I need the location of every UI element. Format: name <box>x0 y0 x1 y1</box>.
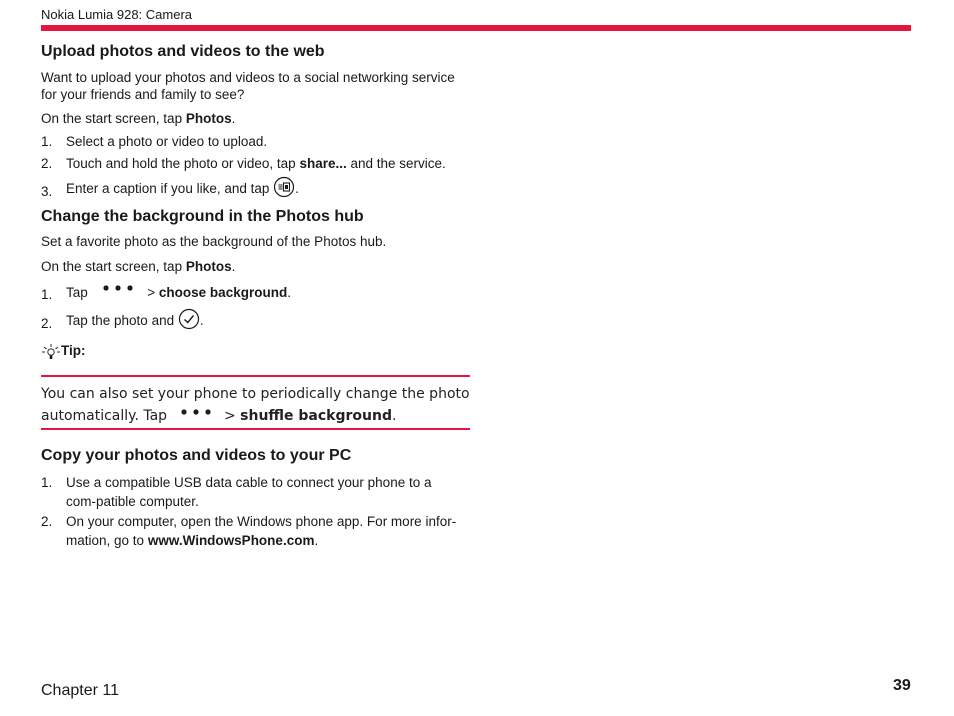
background-step1-post: . <box>287 285 291 300</box>
background-heading: Change the background in the Photos hub <box>41 208 364 225</box>
tip-post: . <box>391 408 397 424</box>
upload-step2-num: 2. <box>41 156 53 171</box>
tip-top-rule <box>41 375 470 377</box>
background-step2-post: . <box>199 313 204 329</box>
background-step2-text: Tap the photo and <box>66 313 178 329</box>
upload-step2-text: Touch and hold the photo or video, tap <box>66 156 300 171</box>
upload-intro: Want to upload your photos and videos to a social networking service for your friends and family to see? <box>41 70 455 102</box>
copy-step2 <box>66 512 461 550</box>
upload-start-bold: Photos <box>185 111 232 126</box>
upload-start-post: . <box>231 111 236 126</box>
tip-bottom-rule <box>41 428 470 430</box>
upload-step3-text: Enter a caption if you like, and tap <box>66 181 274 197</box>
background-step1 <box>66 283 471 302</box>
upload-step2 <box>66 154 471 173</box>
tip-label: Tip: <box>61 343 86 358</box>
background-step2 <box>66 308 471 335</box>
checkmark-icon <box>178 308 200 335</box>
upload-step2-bold: share... <box>299 156 347 171</box>
upload-step2-post: and the service. <box>346 156 446 171</box>
background-intro: Set a favorite photo as the background of the Photos hub. <box>41 234 387 249</box>
upload-step3 <box>66 176 471 203</box>
upload-start <box>41 110 471 127</box>
copy-step2-text: On your computer, open the Windows phone app. For more infor-mation, go to <box>66 514 457 548</box>
lightbulb-icon <box>41 343 61 364</box>
background-start <box>41 258 471 275</box>
background-step1-mid: > <box>143 285 159 300</box>
upload-step1-num: 1. <box>41 134 53 149</box>
upload-step3-num: 3. <box>41 184 53 199</box>
more-icon <box>174 405 218 427</box>
header-rule <box>41 25 911 31</box>
more-icon <box>96 283 140 302</box>
tip-label-row <box>41 343 86 364</box>
upload-step3-post: . <box>295 181 299 197</box>
copy-step1-num: 1. <box>41 475 53 490</box>
copy-step2-post: . <box>314 533 319 548</box>
background-start-text: On the start screen, tap <box>41 259 186 274</box>
tip-text-body: You can also set your phone to periodically change the photo automatically. Tap <box>41 386 470 424</box>
tip-bold: shuffle background <box>240 408 392 424</box>
send-icon <box>273 176 295 203</box>
background-start-post: . <box>231 259 236 274</box>
copy-step1-text: Use a compatible USB data cable to connect your phone to a com-patible computer. <box>66 475 432 509</box>
upload-step1-text: Select a photo or video to upload. <box>66 134 268 149</box>
background-step1-text: Tap <box>66 285 92 300</box>
tip-text <box>41 383 471 427</box>
page-number: 39 <box>893 677 911 694</box>
background-step2-num: 2. <box>41 316 53 331</box>
copy-heading: Copy your photos and videos to your PC <box>41 447 352 464</box>
windowsphone-link: www.WindowsPhone.com <box>147 533 315 548</box>
upload-start-text: On the start screen, tap <box>41 111 186 126</box>
copy-step2-num: 2. <box>41 514 53 529</box>
background-start-bold: Photos <box>185 259 232 274</box>
background-step1-num: 1. <box>41 287 53 302</box>
tip-mid: > <box>219 408 241 424</box>
background-step1-bold: choose background <box>158 285 288 300</box>
footer-chapter: Chapter 11 <box>41 682 119 699</box>
upload-heading: Upload photos and videos to the web <box>41 43 325 60</box>
header-title: Nokia Lumia 928: Camera <box>41 7 193 22</box>
